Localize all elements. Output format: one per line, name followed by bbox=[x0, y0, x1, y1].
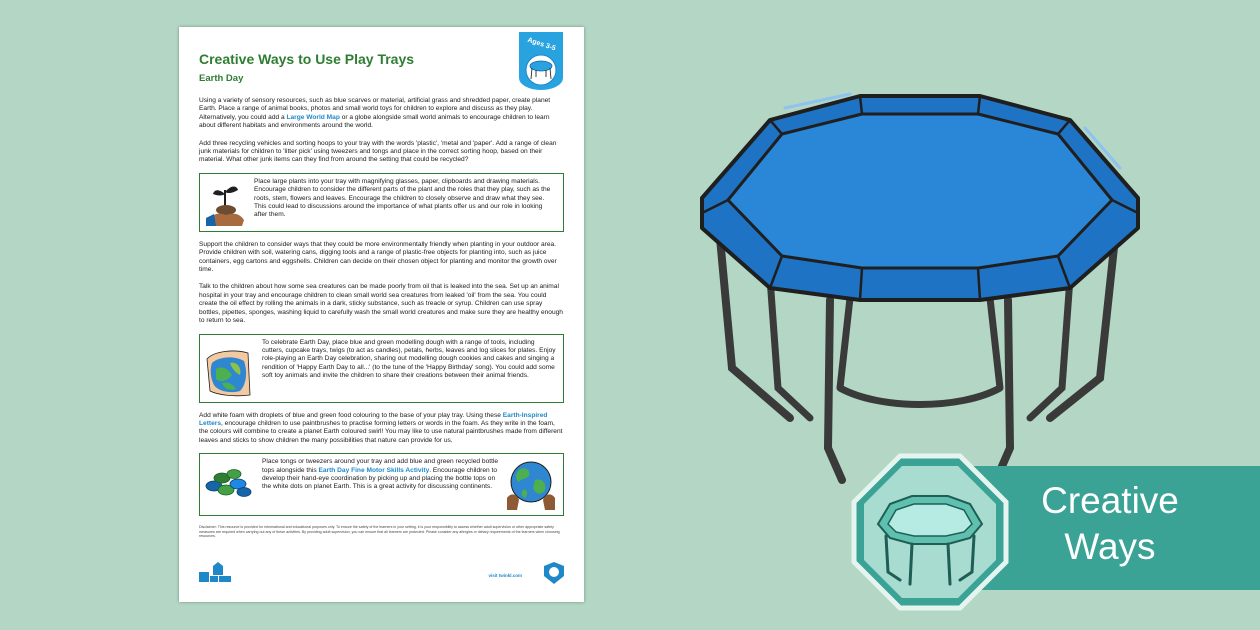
quality-badge-icon bbox=[544, 562, 564, 584]
footer-url[interactable]: visit twinkl.com bbox=[488, 573, 522, 578]
twinkl-blocks-logo-icon bbox=[199, 562, 231, 584]
paragraph-sensory-earth: Using a variety of sensory resources, such as blue scarves or material, artificial grass and shredded paper, create planet Earth. Place a range of animal books, photos and small world toys for children to explore and discuss as they play. Alternatively, you could add a Large World Map or a globe alongside small world animals to encourage children to learn about different habitats and environments around the world. bbox=[199, 97, 551, 130]
play-tray-illustration bbox=[690, 88, 1150, 488]
document-title: Creative Ways to Use Play Trays bbox=[199, 51, 415, 67]
tray-octagon-badge-icon bbox=[850, 452, 1010, 612]
paragraph-planting: Support the children to consider ways that they could be more environmentally friendly when planting in your outdoor area. Provide children with soil, watering cans, digging tools and a range of plastic-free objects for planting into, such as juice containers, egg cartons and eggshells. Children can decide on their chosen object for planting and monitor the growth over time. bbox=[199, 240, 557, 274]
document-footer bbox=[199, 558, 564, 584]
seedling-in-hands-icon bbox=[204, 178, 246, 228]
ages-label: Ages 3-5 bbox=[526, 36, 557, 53]
paragraph-recycling: Add three recycling vehicles and sorting hoops to your tray with the words 'plastic', 'metal and 'paper'. Add a range of clean junk materials for children to 'litter pick' using tweezers and tongs and place in the correct sorting hoop, based on their material. What other junk items can they find from around the setting that could be recycled? bbox=[199, 139, 557, 164]
activity-box-dough bbox=[199, 334, 564, 403]
globe-in-hands-icon bbox=[505, 458, 557, 512]
banner-line-1: Creative bbox=[1041, 480, 1179, 521]
ages-tray-badge-icon bbox=[519, 32, 563, 90]
paragraph-oil-spill: Talk to the children about how some sea creatures can be made poorly from oil that is leaked into the sea. Set up an animal hospital in your tray and encourage children to clean small world sea creatures from leaked 'oil' from the sea. You could create the oil effect by rolling the animals in a dark, sticky substance, such as treacle or syrup. Children can use spray bottles, pipettes, sponges, washing liquid to carefully wash the small world creatures and make sure they are healthy enough to return to sea. bbox=[199, 283, 563, 325]
banner-title bbox=[1000, 478, 1220, 570]
box-plants-text: Place large plants into your tray with magnifying glasses, paper, clipboards and drawing materials. Encourage children to consider the different parts of the plant and the roles that they play, such as the roots, stem, flowers and leaves. Encourage the children to closely observe and draw what they see. This could lead to discussions around the importance of what plants offer us and our role in looking after them. bbox=[254, 177, 551, 219]
activity-box-bottle-tops bbox=[199, 453, 564, 516]
box-dough-text: To celebrate Earth Day, place blue and green modelling dough with a range of tools, including cutters, cupcake trays, twigs (to act as candles), petals, herbs, leaves and log slices for plates. Enjoy role-playing an Earth Day celebration, sharing out modelling dough cookies and cakes and singing a rendition of 'Happy Earth Day to all...' (to the tune of the 'Happy Birthday' song). You could add some soft toy animals and invite the children to share their creations between their animal friends. bbox=[262, 338, 556, 380]
bottle-tops-icon bbox=[204, 458, 254, 498]
banner-line-2: Ways bbox=[1064, 526, 1156, 567]
disclaimer-text: Disclaimer: This resource is provided for informational and educational purposes only. To ensure the safety of the learners in your setting, it is your responsibility to assess whether adult supervision or other appropriate safety measures are required when carrying out any of these activities. By providing adult supervision, you can ensure that all learners are protected. Please consider any allergies or dietary requirements of the learners when choosing resources. bbox=[199, 525, 560, 539]
activity-box-plants bbox=[199, 173, 564, 232]
activity-sheet bbox=[179, 27, 584, 602]
large-world-map-link[interactable]: Large World Map bbox=[286, 113, 340, 121]
document-subtitle: Earth Day bbox=[199, 73, 244, 84]
box-bottle-tops-text: Place tongs or tweezers around your tray and add blue and green recycled bottle tops alongside this Earth Day Fine Motor Skills Activity. Encourage children to develop their hand-eye coordination by picking up and placing the bottle tops on the white dots on planet Earth. This is a great activity for discussing continents. bbox=[262, 458, 499, 491]
paragraph-foam-letters: Add white foam with droplets of blue and green food colouring to the base of your play tray. Using these Earth-Inspired Letters, encourage children to use paintbrushes to practise forming letters or words in the foam. As they write in the foam, the colours will combine to create a planet Earth coloured swirl! You may like to use natural paintbrushes made from different leaves and sticks to show children the many possibilities that nature can provide for us. bbox=[199, 411, 563, 444]
fine-motor-skills-activity-link[interactable]: Earth Day Fine Motor Skills Activity bbox=[318, 466, 430, 474]
earth-inspired-letters-link[interactable]: Earth-Inspired Letters bbox=[199, 411, 548, 427]
modelling-dough-icon bbox=[204, 339, 254, 399]
